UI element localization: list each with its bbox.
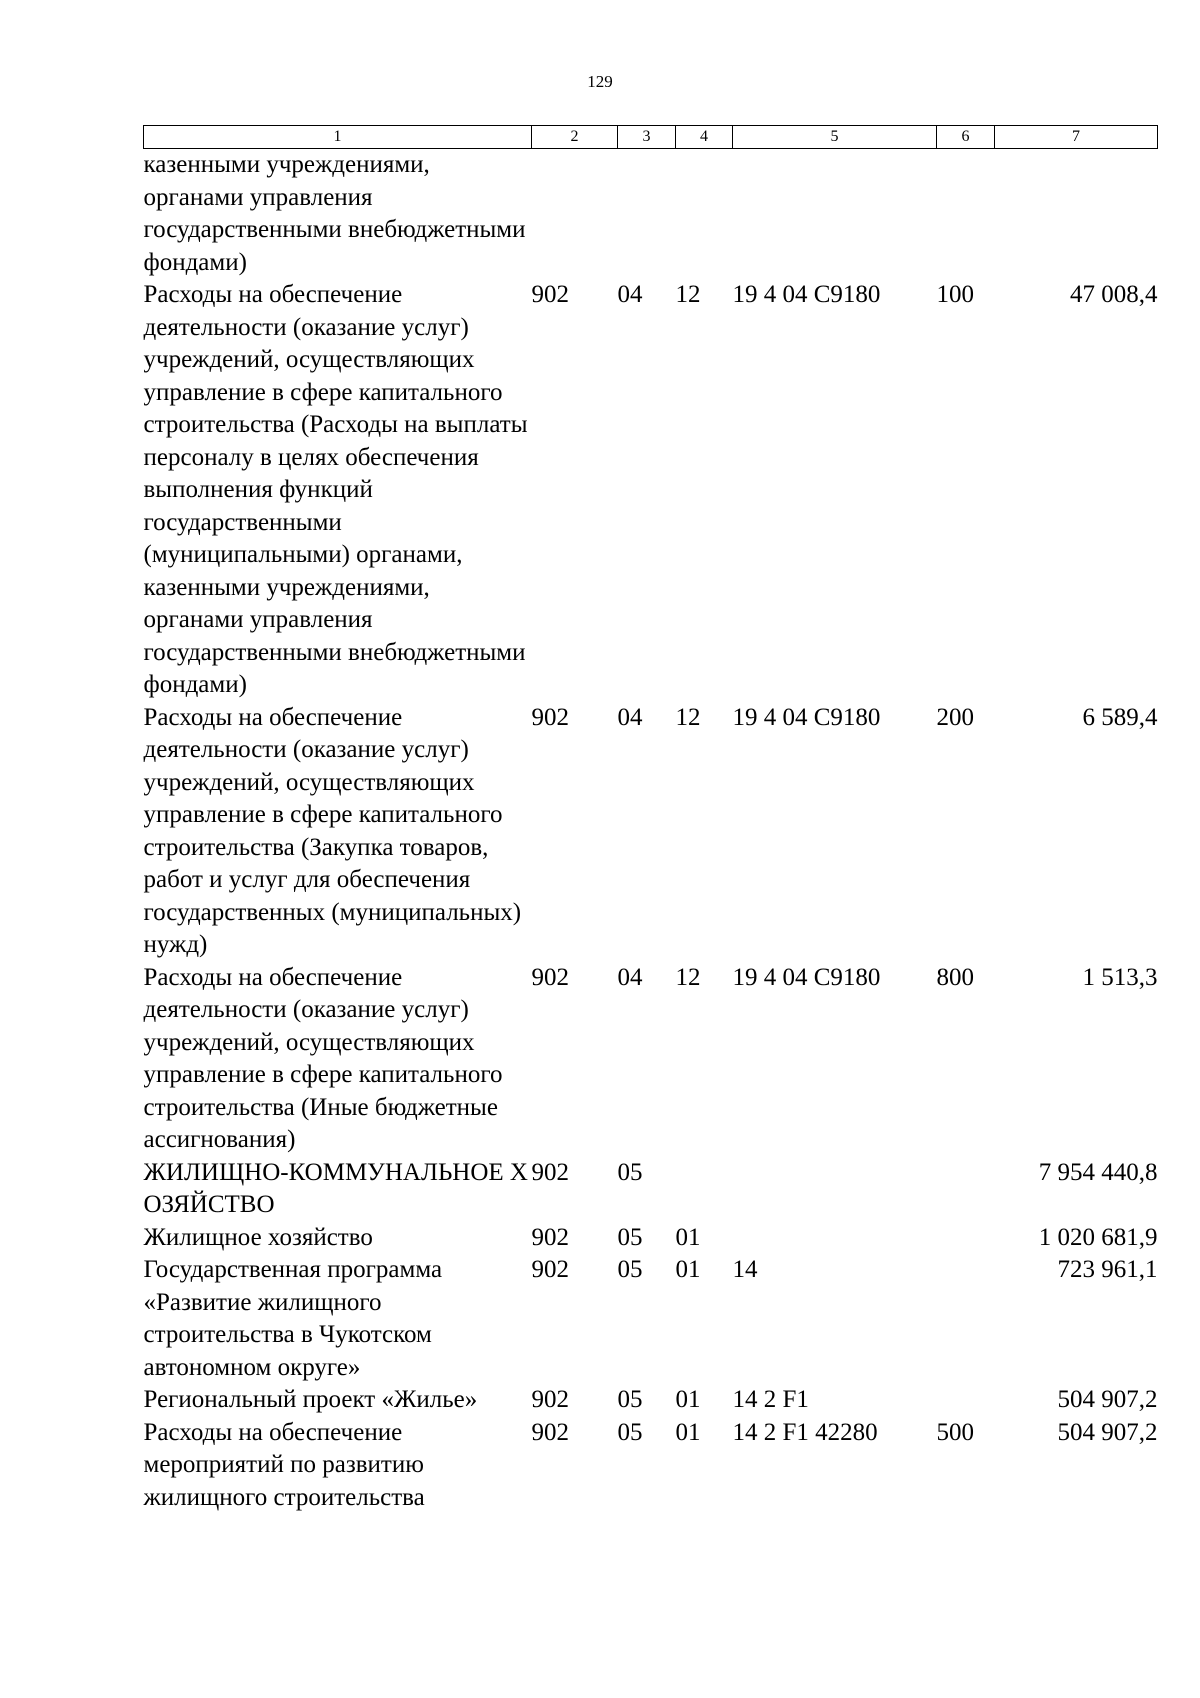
row-amount: 1 513,3 [1082, 963, 1158, 991]
row-section-code: 04 [617, 281, 643, 308]
column-header-1: 1 [144, 126, 532, 149]
page-number: 129 [587, 72, 613, 91]
table-row [144, 1157, 1158, 1222]
column-header-4: 4 [676, 126, 733, 149]
row-expense-type [937, 1222, 995, 1255]
row-subsection-code [676, 1157, 733, 1222]
row-amount: 723 961,1 [1057, 1256, 1158, 1283]
table-row [144, 1222, 1158, 1255]
row-amount: 7 954 440,8 [1038, 1158, 1158, 1186]
row-section-code: 05 [617, 1223, 643, 1251]
row-target-code: 19 4 04 С9180 [732, 703, 881, 731]
row-name: Расходы на обеспечение деятельности (оказание услуг) учреждений, осуществляющих управление в сфере капитального строительства (Расходы на выплаты персоналу в целях обеспечения выполнения функций государственными (муниципальными) органами, казенными учреждениями, органами управления государственными внебюджетными фондами) [143, 281, 528, 698]
table-row [144, 1384, 1158, 1417]
row-name: Жилищное хозяйство [143, 1223, 373, 1251]
row-ministry-code: 902 [531, 1386, 569, 1413]
row-ministry-code [532, 149, 618, 280]
column-number-header [144, 126, 1158, 149]
table-row [144, 1417, 1158, 1515]
row-name: Государственная программа «Развитие жилищного строительства в Чукотском автономном округе» [143, 1256, 443, 1381]
row-amount: 504 907,2 [1057, 1418, 1158, 1446]
row-ministry-code: 902 [531, 703, 569, 731]
column-header-7: 7 [995, 126, 1158, 149]
row-ministry-code: 902 [531, 1223, 569, 1251]
row-subsection-code: 01 [675, 1418, 701, 1446]
row-expense-type: 500 [936, 1418, 974, 1446]
row-ministry-code: 902 [531, 963, 569, 991]
row-name: казенными учреждениями, органами управления государственными внебюджетными фондами) [143, 151, 526, 276]
table-row [144, 1254, 1158, 1384]
row-subsection-code: 01 [675, 1223, 701, 1251]
row-subsection-code: 12 [675, 703, 701, 731]
row-amount: 504 907,2 [1057, 1386, 1158, 1413]
row-ministry-code: 902 [531, 281, 569, 308]
table-row [144, 962, 1158, 1157]
row-amount: 47 008,4 [1070, 281, 1158, 308]
row-subsection-code: 01 [675, 1256, 701, 1283]
row-name: ЖИЛИЩНО-КОММУНАЛЬНОЕ ХОЗЯЙСТВО [143, 1158, 528, 1218]
row-section-code: 04 [617, 703, 643, 731]
column-header-6: 6 [937, 126, 995, 149]
row-expense-type: 200 [936, 703, 974, 731]
row-expense-type [937, 1384, 995, 1417]
row-subsection-code: 01 [675, 1386, 701, 1413]
row-amount: 6 589,4 [1082, 703, 1158, 731]
column-header-2: 2 [532, 126, 618, 149]
row-expense-type [937, 1254, 995, 1384]
row-target-code: 14 2 F1 42280 [732, 1418, 878, 1446]
row-expense-type [937, 1157, 995, 1222]
row-name: Расходы на обеспечение деятельности (оказание услуг) учреждений, осуществляющих управление в сфере капитального строительства (Закупка товаров, работ и услуг для обеспечения государственных (муниципальных) нужд) [143, 703, 522, 958]
row-subsection-code: 12 [675, 963, 701, 991]
row-section-code: 05 [617, 1256, 643, 1283]
row-section-code: 04 [617, 963, 643, 991]
budget-table [143, 125, 1158, 1514]
row-section-code [618, 149, 676, 280]
column-header-3: 3 [618, 126, 676, 149]
row-name: Расходы на обеспечение деятельности (оказание услуг) учреждений, осуществляющих управление в сфере капитального строительства (Иные бюджетные ассигнования) [143, 963, 503, 1153]
row-expense-type: 800 [936, 963, 974, 991]
row-section-code: 05 [617, 1418, 643, 1446]
row-expense-type [937, 149, 995, 280]
row-target-code: 14 2 F1 [732, 1386, 809, 1413]
row-section-code: 05 [617, 1158, 643, 1186]
row-ministry-code: 902 [531, 1418, 569, 1446]
row-target-code: 19 4 04 С9180 [732, 281, 881, 308]
column-header-5: 5 [733, 126, 937, 149]
row-target-code [733, 149, 937, 280]
row-name: Расходы на обеспечение мероприятий по развитию жилищного строительства [143, 1418, 425, 1511]
row-amount [995, 149, 1158, 280]
table-row [144, 279, 1158, 702]
row-subsection-code [676, 149, 733, 280]
row-ministry-code: 902 [531, 1158, 569, 1186]
row-name: Региональный проект «Жилье» [143, 1386, 478, 1413]
row-target-code [733, 1157, 937, 1222]
row-section-code: 05 [617, 1386, 643, 1413]
row-target-code [733, 1222, 937, 1255]
row-subsection-code: 12 [675, 281, 701, 308]
row-target-code: 19 4 04 С9180 [732, 963, 881, 991]
row-expense-type: 100 [936, 281, 974, 308]
row-ministry-code: 902 [531, 1256, 569, 1283]
table-row [144, 149, 1158, 280]
table-row [144, 702, 1158, 962]
row-amount: 1 020 681,9 [1038, 1223, 1158, 1251]
row-target-code: 14 [732, 1256, 758, 1283]
